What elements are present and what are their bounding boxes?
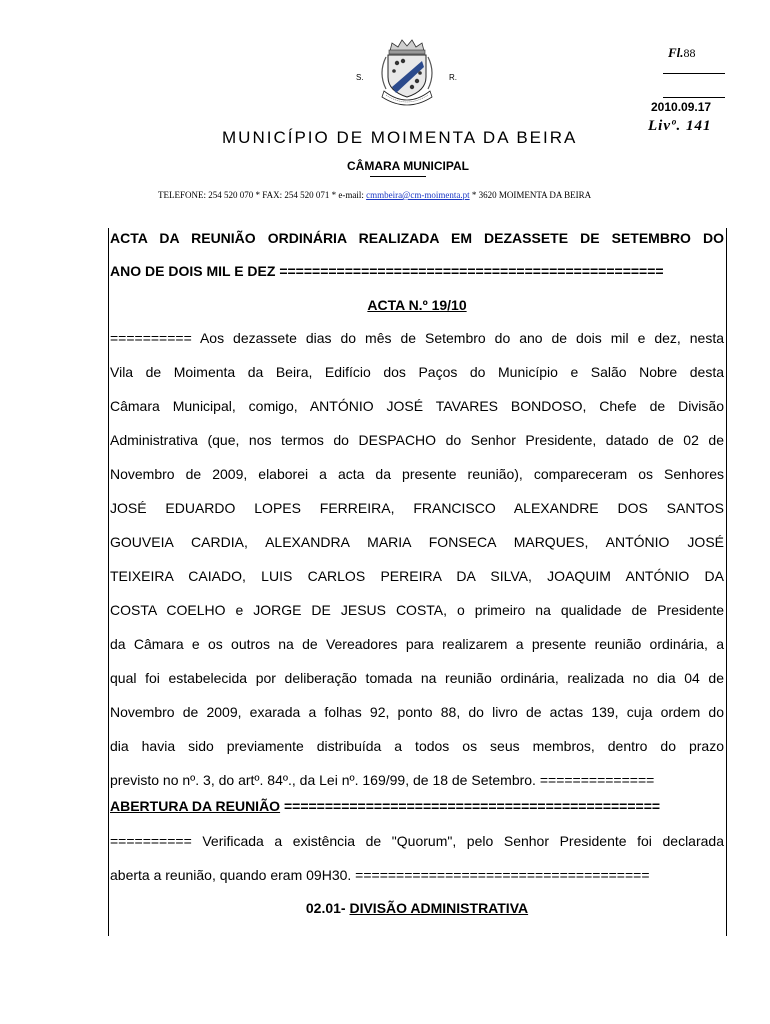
council-subtitle: CÂMARA MUNICIPAL [347,159,469,173]
text-line: previsto no nº. 3, do artº. 84º., da Lei nº. 169/99, de 18 de Setembro. ============== [110,772,655,788]
text-line: Administrativa (que, nos termos do DESPACHO do Senhor Presidente, datado de 02 de [110,432,724,448]
municipal-crest-logo [372,37,442,107]
text-line: COSTA COELHO e JORGE DE JESUS COSTA, o primeiro na qualidade de Presidente [110,602,724,618]
text-line: GOUVEIA CARDIA, ALEXANDRA MARIA FONSECA MARQUES, ANTÓNIO JOSÉ [110,534,724,550]
book-number: Livº. 141 [648,118,712,134]
folio-value: 88 [683,46,696,60]
text-line: TEIXEIRA CAIADO, LUIS CARLOS PEREIRA DA SILVA, JOAQUIM ANTÓNIO DA [110,568,724,584]
acta-number: ACTA N.º 19/10 [367,297,467,313]
section-number: 02.01- [305,900,350,916]
text-line: aberta a reunião, quando eram 09H30. ==================================== [110,867,650,883]
section-title: DIVISÃO ADMINISTRATIVA [349,900,529,916]
text-line: Novembro de 2009, exarada a folhas 92, ponto 88, do livro de actas 139, cuja ordem do [110,704,724,720]
text-line: da Câmara e os outros na de Vereadores para realizarem a presente reunião ordinária, a [110,636,724,652]
contact-line [158,190,591,200]
date-rule [663,97,725,98]
abertura-fill: ============================================== [280,798,661,814]
folio-rule [663,73,725,74]
margin-line-left [108,228,109,936]
crest-letter-left: S. [356,73,364,82]
text-line: ========== Aos dezassete dias do mês de Setembro do ano de dois mil e dez, nesta [110,330,724,346]
crest-letter-right: R. [449,73,457,82]
text-line: Câmara Municipal, comigo, ANTÓNIO JOSÉ TAVARES BONDOSO, Chefe de Divisão [110,398,724,414]
text-line: ========== Verificada a existência de "Quorum", pelo Senhor Presidente foi declarada [110,833,724,849]
minutes-title-line-1: ACTA DA REUNIÃO ORDINÁRIA REALIZADA EM DEZASSETE DE SETEMBRO DO [110,230,724,246]
section-heading [110,899,724,917]
subtitle-rule [370,176,426,177]
text-line: Vila de Moimenta da Beira, Edifício dos Paços do Município e Salão Nobre desta [110,364,724,380]
margin-line-right [726,228,727,936]
minutes-title-line-2: ANO DE DOIS MIL E DEZ =============================================== [110,263,664,279]
text-line: JOSÉ EDUARDO LOPES FERREIRA, FRANCISCO ALEXANDRE DOS SANTOS [110,500,724,516]
text-line: dia havia sido previamente distribuída a todos os seus membros, dentro do prazo [110,738,724,754]
meeting-date: 2010.09.17 [651,100,712,114]
folio-label: Fl. [668,45,684,60]
text-line: qual foi estabelecida por deliberação tomada na reunião ordinária, realizada no dia 04 de [110,670,724,686]
folio-number [668,45,696,61]
contact-phone-fax: TELEFONE: 254 520 070 * FAX: 254 520 071 * e-mail: [158,190,367,200]
email-link[interactable]: cmmbeira@cm-moimenta.pt [366,190,470,200]
contact-address: * 3620 MOIMENTA DA BEIRA [469,190,592,200]
municipality-title: MUNICÍPIO DE MOIMENTA DA BEIRA [222,128,578,147]
abertura-heading-line [110,797,724,815]
abertura-heading: ABERTURA DA REUNIÃO [110,798,281,814]
text-line: Novembro de 2009, elaborei a acta da presente reunião), compareceram os Senhores [110,466,724,482]
